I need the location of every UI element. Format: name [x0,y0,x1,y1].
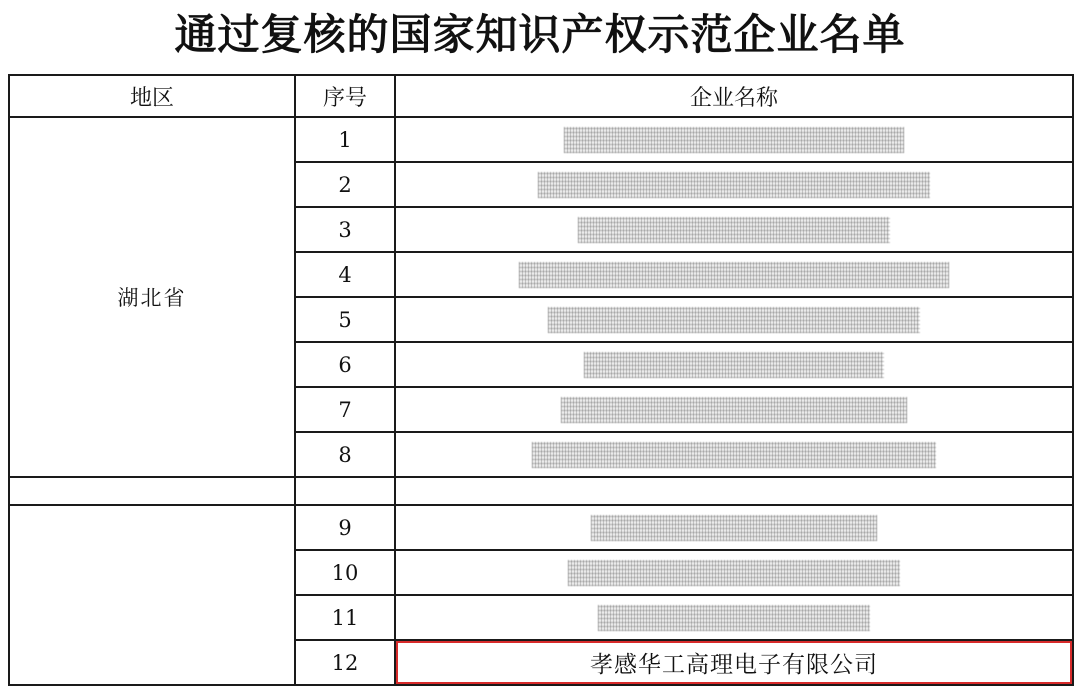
redacted-text [538,172,930,198]
column-header-index: 序号 [295,75,395,117]
row-index: 11 [295,595,395,640]
separator-cell-region [9,477,295,505]
enterprise-name-cell [395,342,1073,387]
enterprise-list-table [8,74,1074,686]
redacted-text [591,515,877,541]
redacted-text [532,442,936,468]
row-index: 9 [295,505,395,550]
enterprise-name-cell [395,252,1073,297]
row-index: 4 [295,252,395,297]
redacted-text [564,127,904,153]
table-header-row [9,75,1073,117]
enterprise-name-cell [395,297,1073,342]
separator-cell-name [395,477,1073,505]
column-header-name: 企业名称 [395,75,1073,117]
enterprise-name-cell [395,505,1073,550]
enterprise-name-cell [395,432,1073,477]
enterprise-name-cell [395,387,1073,432]
enterprise-name-cell [395,595,1073,640]
region-cell-continued [9,505,295,685]
row-index: 5 [295,297,395,342]
region-cell-hubei: 湖北省 [9,117,295,477]
row-index: 10 [295,550,395,595]
redacted-text [598,605,870,631]
redacted-text [584,352,884,378]
enterprise-name-cell [395,207,1073,252]
page-title: 通过复核的国家知识产权示范企业名单 [174,10,906,59]
enterprise-name-cell-highlighted [395,640,1073,685]
enterprise-name-cell [395,162,1073,207]
row-index: 1 [295,117,395,162]
enterprise-name-text: 孝感华工高理电子有限公司 [590,652,878,678]
row-index: 7 [295,387,395,432]
row-index: 3 [295,207,395,252]
table-row [9,117,1073,162]
enterprise-name-cell [395,117,1073,162]
table-separator-row [9,477,1073,505]
enterprise-list-table-wrapper [8,74,1072,686]
row-index: 2 [295,162,395,207]
table-row [9,505,1073,550]
redacted-text [578,217,890,243]
redacted-text [548,307,920,333]
column-header-region: 地区 [9,75,295,117]
redacted-text [519,262,949,288]
row-index: 8 [295,432,395,477]
enterprise-name-cell [395,550,1073,595]
separator-cell-index [295,477,395,505]
redacted-text [561,397,907,423]
row-index: 6 [295,342,395,387]
row-index: 12 [295,640,395,685]
redacted-text [568,560,900,586]
